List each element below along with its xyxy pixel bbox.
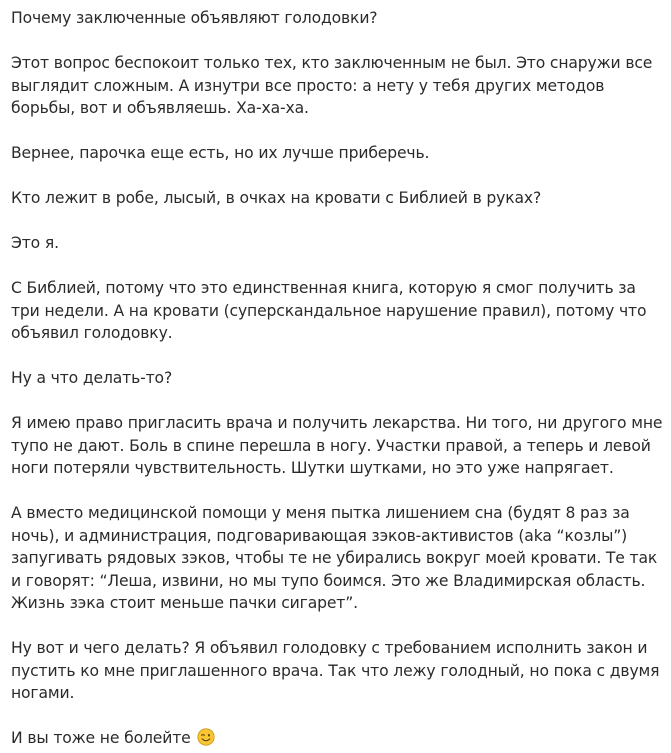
- paragraph: Кто лежит в робе, лысый, в очках на кровати с Библией в руках?: [11, 189, 542, 207]
- paragraph: Ну а что делать-то?: [11, 369, 173, 387]
- paragraph: Это я.: [11, 234, 59, 252]
- post-text: [11, 7, 667, 750]
- winking-face-icon: [197, 728, 215, 746]
- paragraph: А вместо медицинской помощи у меня пытка лишением сна (будят 8 раз за ночь), и администрация, подговаривающая зэков-активистов (aka “козлы”) запугивать рядовых зэков, чтобы те не убирались вокруг моей кровати. Те так и говорят: “Леша, извини, но мы тупо боимся. Это же Владимирская область. Жизнь зэка стоит меньше пачки сигарет”.: [11, 504, 658, 612]
- paragraph: Ну вот и чего делать? Я объявил голодовку с требованием исполнить закон и пустить ко мне приглашенного врача. Так что лежу голодный, но пока с двумя ногами.: [11, 639, 660, 702]
- paragraph: Этот вопрос беспокоит только тех, кто заключенным не был. Это снаружи все выглядит сложным. А изнутри все просто: а нету у тебя других методов борьбы, вот и объявляешь. Ха-ха-ха.: [11, 54, 653, 117]
- paragraph: С Библией, потому что это единственная книга, которую я смог получить за три недели. А на кровати (суперскандальное нарушение правил), потому что объявил голодовку.: [11, 279, 647, 342]
- closing-line: [11, 727, 667, 750]
- closing-text: И вы тоже не болейте: [11, 729, 191, 747]
- paragraph: Почему заключенные объявляют голодовки?: [11, 9, 378, 27]
- paragraph: Я имею право пригласить врача и получить лекарства. Ни того, ни другого мне тупо не дают. Боль в спине перешла в ногу. Участки правой, а теперь и левой ноги потеряли чувствительность. Шутки шутками, но это уже напрягает.: [11, 414, 663, 477]
- paragraph: Вернее, парочка еще есть, но их лучше приберечь.: [11, 144, 430, 162]
